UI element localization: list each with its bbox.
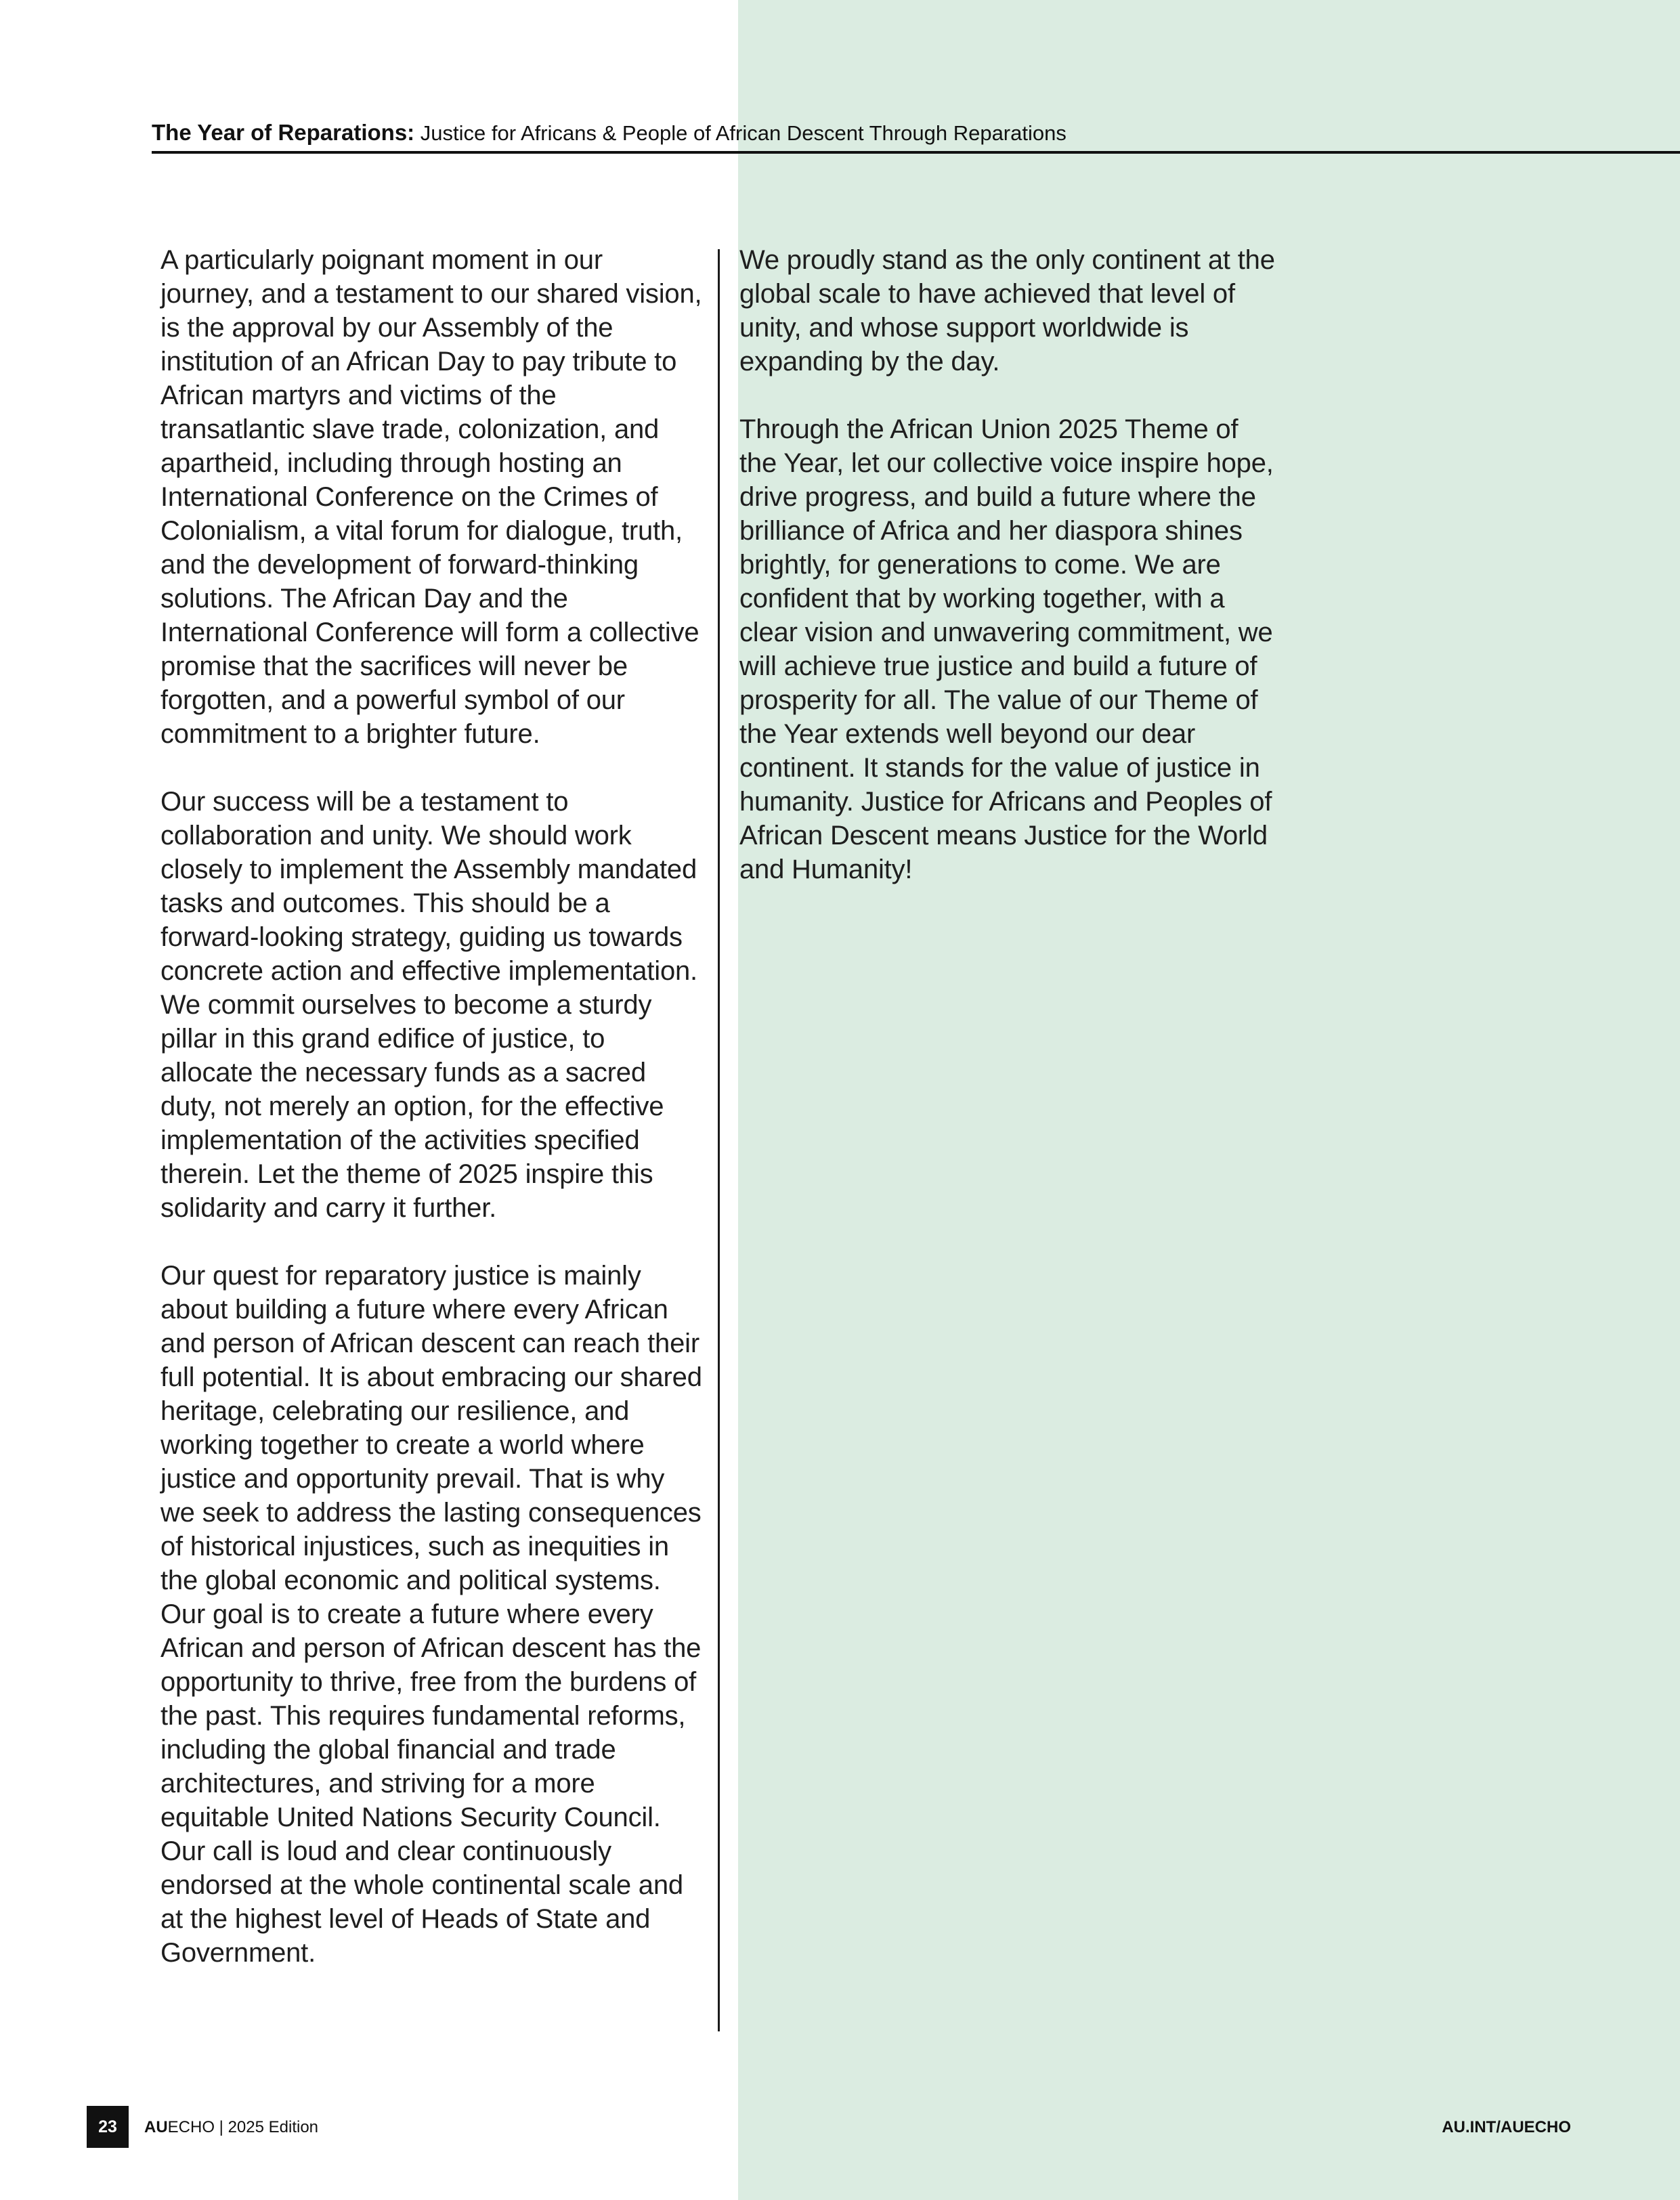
body-paragraph: We proudly stand as the only continent at the global scale to have achieved that level of unity, and whose support worldwide is expanding by the day. [739, 245, 1275, 376]
left-column [160, 243, 702, 2004]
footer-publication [144, 2115, 318, 2140]
running-header [152, 119, 1680, 153]
column-divider [718, 249, 720, 2031]
header-title-rest: Justice for Africans & People of African Descent Through Reparations [420, 121, 1067, 145]
body-paragraph: A particularly poignant moment in our journey, and a testament to our shared vision, is the approval by our Assembly of the institution of an African Day to pay tribute to African martyrs and victims of the transatlantic slave trade, colonization, and apartheid, including through hosting an International Conference on the Crimes of Colonialism, a vital forum for dialogue, truth, and the development of forward-thinking solutions. The African Day and the International Conference will form a collective promise that the sacrifices will never be forgotten, and a powerful symbol of our commitment to a brighter future. [160, 245, 702, 749]
body-paragraph: Our quest for reparatory justice is mainly about building a future where every African and person of African descent can reach their full potential. It is about embracing our shared heritage, celebrating our resilience, and working together to create a world where justice and opportunity prevail. That is why we seek to address the lasting consequences of historical injustices, such as inequities in the global economic and political systems. Our goal is to create a future where every African and person of African descent has the opportunity to thrive, free from the burdens of the past. This requires fundamental reforms, including the global financial and trade architectures, and striving for a more equitable United Nations Security Council. Our call is loud and clear continuously endorsed at the whole continental scale and at the highest level of Heads of State and Government. [160, 1261, 702, 1968]
footer-url: AU.INT/AUECHO [1442, 2118, 1571, 2136]
page-number: 23 [87, 2106, 129, 2148]
right-column [739, 243, 1281, 920]
header-title-bold: The Year of Reparations: [152, 120, 415, 145]
body-paragraph: Our success will be a testament to collaboration and unity. We should work closely to implement the Assembly mandated tasks and outcomes. This should be a forward-looking strategy, guiding us towards concrete action and effective implementation. We commit ourselves to become a sturdy pillar in this grand edifice of justice, to allocate the necessary funds as a sacred duty, not merely an option, for the effective implementation of the activities specified therein. Let the theme of 2025 inspire this solidarity and carry it further. [160, 787, 697, 1223]
body-paragraph: Through the African Union 2025 Theme of the Year, let our collective voice inspire hope, drive progress, and build a future where the brilliance of Africa and her diaspora shines brightly, for generations to come. We are confident that by working together, with a clear vision and unwavering commitment, we will achieve true justice and build a future of prosperity for all. The value of our Theme of the Year extends well beyond our dear continent. It stands for the value of justice in humanity. Justice for Africans and Peoples of African Descent means Justice for the World and Humanity! [739, 414, 1274, 884]
footer-brand-bold: AU [144, 2118, 168, 2136]
footer-brand-rest: ECHO | 2025 Edition [167, 2118, 319, 2136]
header-rule [152, 151, 1680, 154]
